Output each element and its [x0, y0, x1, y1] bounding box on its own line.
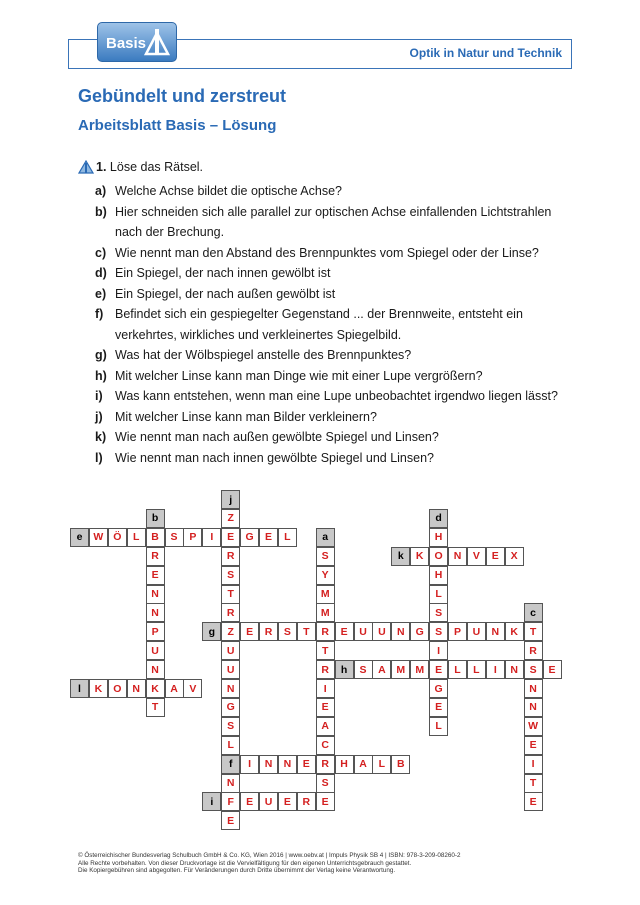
crossword-letter-cell: N — [486, 622, 505, 641]
question-item — [95, 243, 575, 264]
question-item — [95, 366, 575, 387]
crossword-letter-cell: I — [524, 755, 543, 774]
crossword-label-cell: e — [70, 528, 89, 547]
question-text: Mit welcher Linse kann man Dinge wie mit einer Lupe vergrößern? — [115, 368, 483, 383]
crossword-label-cell: a — [316, 528, 335, 547]
crossword-letter-cell: T — [146, 698, 165, 717]
crossword-label-cell: b — [146, 509, 165, 528]
crossword-letter-cell: R — [524, 641, 543, 660]
crossword-label-cell: i — [202, 792, 221, 811]
question-item — [95, 304, 575, 345]
crossword-label-cell: g — [202, 622, 221, 641]
crossword-letter-cell: T — [221, 585, 240, 604]
crossword-letter-cell: U — [372, 622, 391, 641]
crossword-label-cell: c — [524, 603, 543, 622]
question-item — [95, 181, 575, 202]
crossword-letter-cell: I — [316, 679, 335, 698]
crossword-label-cell: k — [391, 547, 410, 566]
crossword-letter-cell: T — [524, 622, 543, 641]
crossword-label-cell: h — [335, 660, 354, 679]
crossword-letter-cell: U — [354, 622, 373, 641]
crossword-letter-cell: N — [448, 547, 467, 566]
crossword-letter-cell: S — [221, 717, 240, 736]
crossword-letter-cell: E — [429, 660, 448, 679]
crossword-letter-cell: N — [221, 774, 240, 793]
crossword-letter-cell: N — [259, 755, 278, 774]
crossword-letter-cell: P — [146, 622, 165, 641]
crossword-letter-cell: A — [372, 660, 391, 679]
question-text: Hier schneiden sich alle parallel zur optischen Achse einfallenden Lichtstrahlen nach der Brechung. — [115, 204, 552, 239]
crossword-letter-cell: P — [183, 528, 202, 547]
question-list — [95, 181, 575, 468]
crossword-letter-cell: K — [410, 547, 429, 566]
question-letter: f) — [95, 307, 104, 321]
crossword-letter-cell: R — [221, 547, 240, 566]
crossword-letter-cell: L — [448, 660, 467, 679]
page-title: Gebündelt und zerstreut — [78, 86, 287, 106]
question-letter: c) — [95, 245, 107, 260]
crossword-letter-cell: I — [202, 528, 221, 547]
publisher-logo — [97, 22, 177, 62]
crossword-letter-cell: E — [524, 792, 543, 811]
crossword-letter-cell: E — [146, 566, 165, 585]
crossword-letter-cell: O — [108, 679, 127, 698]
question-letter: e) — [95, 286, 107, 301]
crossword-letter-cell: R — [221, 603, 240, 622]
crossword-letter-cell: N — [391, 622, 410, 641]
crossword-label-cell: f — [221, 755, 240, 774]
crossword-letter-cell: A — [165, 679, 184, 698]
crossword-letter-cell: E — [278, 792, 297, 811]
footer-line: © Österreichischer Bundesverlag Schulbuch GmbH & Co. KG, Wien 2016 | www.oebv.at | Impuls Physik SB 4 | ISBN: 978-3-209-08260-2 — [78, 852, 461, 859]
question-letter: i) — [95, 389, 103, 403]
crossword-letter-cell: U — [221, 641, 240, 660]
crossword-letter-cell: K — [89, 679, 108, 698]
crossword-letter-cell: K — [505, 622, 524, 641]
crossword-letter-cell: S — [354, 660, 373, 679]
question-text: Befindet sich ein gespiegelter Gegenstand ... der Brennweite, entsteht ein verkehrtes, wirkliches und verkleinertes Spiegelbild. — [115, 307, 523, 342]
question-text: Ein Spiegel, der nach innen gewölbt ist — [115, 266, 331, 280]
crossword-letter-cell: N — [524, 698, 543, 717]
crossword-letter-cell: X — [505, 547, 524, 566]
crossword-letter-cell: N — [146, 585, 165, 604]
crossword-letter-cell: G — [410, 622, 429, 641]
crossword-letter-cell: L — [372, 755, 391, 774]
footer-line: Alle Rechte vorbehalten. Von dieser Druckvorlage ist die Vervielfältigung für den eigenen Unterrichtsgebrauch gestattet. — [78, 859, 412, 867]
question-text: Was kann entstehen, wenn man eine Lupe unbeobachtet irgendwo liegen lässt? — [115, 389, 558, 403]
crossword-letter-cell: R — [316, 622, 335, 641]
question-letter: b) — [95, 204, 107, 219]
crossword-letter-cell: U — [221, 660, 240, 679]
crossword-letter-cell: R — [259, 622, 278, 641]
question-text: Ein Spiegel, der nach außen gewölbt ist — [115, 286, 336, 301]
crossword-letter-cell: H — [429, 528, 448, 547]
question-text: Welche Achse bildet die optische Achse? — [115, 184, 342, 198]
crossword-letter-cell: R — [316, 660, 335, 679]
crossword-letter-cell: M — [316, 585, 335, 604]
crossword-letter-cell: E — [316, 792, 335, 811]
question-item — [95, 407, 575, 428]
crossword-letter-cell: E — [524, 736, 543, 755]
question-item — [95, 202, 575, 243]
header-subject: Optik in Natur und Technik — [409, 46, 562, 60]
crossword-letter-cell: E — [221, 528, 240, 547]
question-letter: h) — [95, 368, 107, 383]
crossword-letter-cell: S — [221, 566, 240, 585]
question-item — [95, 263, 575, 284]
crossword-letter-cell: I — [486, 660, 505, 679]
question-item — [95, 386, 575, 407]
crossword-letter-cell: E — [259, 528, 278, 547]
question-text: Wie nennt man nach außen gewölbte Spiegel und Linsen? — [115, 430, 439, 444]
crossword-letter-cell: U — [146, 641, 165, 660]
crossword-letter-cell: T — [524, 774, 543, 793]
crossword-label-cell: l — [70, 679, 89, 698]
footer-line: Die Kopiergebühren sind abgegolten. Für Veränderungen durch Dritte übernimmt der Verlag keine Verantwortung. — [78, 867, 396, 875]
crossword-letter-cell: E — [486, 547, 505, 566]
crossword-letter-cell: U — [259, 792, 278, 811]
question-letter: l) — [95, 450, 103, 465]
crossword-letter-cell: M — [316, 603, 335, 622]
question-item — [95, 427, 575, 448]
crossword-letter-cell: I — [240, 755, 259, 774]
crossword-letter-cell: A — [316, 717, 335, 736]
crossword-letter-cell: C — [316, 736, 335, 755]
question-letter: d) — [95, 266, 107, 280]
crossword-letter-cell: R — [297, 792, 316, 811]
question-text: Was hat der Wölbspiegel anstelle des Brennpunktes? — [115, 348, 412, 362]
crossword-label-cell: d — [429, 509, 448, 528]
crossword-letter-cell: N — [127, 679, 146, 698]
crossword-letter-cell: W — [89, 528, 108, 547]
crossword-letter-cell: O — [429, 547, 448, 566]
crossword-letter-cell: L — [429, 585, 448, 604]
crossword-letter-cell: B — [146, 528, 165, 547]
crossword-letter-cell: S — [316, 774, 335, 793]
difficulty-triangle-icon — [78, 160, 94, 174]
crossword-letter-cell: G — [221, 698, 240, 717]
crossword-letter-cell: G — [240, 528, 259, 547]
page-subtitle: Arbeitsblatt Basis – Lösung — [78, 117, 277, 134]
question-item — [95, 345, 575, 366]
crossword-letter-cell: G — [429, 679, 448, 698]
crossword-letter-cell: S — [524, 660, 543, 679]
crossword-letter-cell: E — [240, 792, 259, 811]
footer — [78, 852, 461, 875]
crossword-letter-cell: L — [278, 528, 297, 547]
question-item — [95, 448, 575, 469]
crossword-letter-cell: U — [467, 622, 486, 641]
crossword-letter-cell: S — [429, 622, 448, 641]
question-letter: g) — [95, 348, 107, 362]
crossword-letter-cell: H — [335, 755, 354, 774]
crossword-letter-cell: W — [524, 717, 543, 736]
crossword-letter-cell: I — [429, 641, 448, 660]
crossword-letter-cell: R — [316, 755, 335, 774]
crossword-letter-cell: N — [146, 603, 165, 622]
crossword-letter-cell: E — [221, 811, 240, 830]
question-letter: a) — [95, 184, 107, 198]
crossword-letter-cell: N — [505, 660, 524, 679]
crossword-letter-cell: E — [297, 755, 316, 774]
crossword-letter-cell: N — [146, 660, 165, 679]
crossword-letter-cell: M — [391, 660, 410, 679]
crossword-letter-cell: L — [429, 717, 448, 736]
crossword-letter-cell: S — [316, 547, 335, 566]
logo-triangle-icon — [144, 27, 170, 57]
crossword-letter-cell: P — [448, 622, 467, 641]
crossword-letter-cell: S — [278, 622, 297, 641]
crossword-letter-cell: A — [354, 755, 373, 774]
crossword-letter-cell: Z — [221, 509, 240, 528]
crossword-label-cell: j — [221, 490, 240, 509]
question-text: Mit welcher Linse kann man Bilder verkleinern? — [115, 409, 377, 424]
crossword-letter-cell: E — [240, 622, 259, 641]
question-letter: k) — [95, 430, 107, 444]
crossword-letter-cell: F — [221, 792, 240, 811]
crossword-letter-cell: S — [429, 603, 448, 622]
crossword-letter-cell: Z — [221, 622, 240, 641]
crossword-letter-cell: L — [221, 736, 240, 755]
task-text: Löse das Rätsel. — [109, 160, 204, 174]
crossword-letter-cell: L — [127, 528, 146, 547]
question-item — [95, 284, 575, 305]
question-letter: j) — [95, 409, 103, 424]
task-number: 1. — [96, 160, 107, 174]
crossword-letter-cell: V — [467, 547, 486, 566]
crossword-letter-cell: Y — [316, 566, 335, 585]
crossword-letter-cell: B — [391, 755, 410, 774]
crossword-letter-cell: K — [146, 679, 165, 698]
question-text: Wie nennt man den Abstand des Brennpunktes vom Spiegel oder der Linse? — [115, 245, 539, 260]
crossword-letter-cell: E — [543, 660, 562, 679]
question-text: Wie nennt man nach innen gewölbte Spiegel und Linsen? — [115, 450, 434, 465]
crossword-letter-cell: R — [146, 547, 165, 566]
crossword-letter-cell: E — [335, 622, 354, 641]
crossword-letter-cell: E — [316, 698, 335, 717]
task-heading — [96, 160, 203, 174]
crossword-letter-cell: T — [316, 641, 335, 660]
crossword-letter-cell: L — [467, 660, 486, 679]
crossword-letter-cell: S — [165, 528, 184, 547]
crossword-letter-cell: N — [524, 679, 543, 698]
crossword-letter-cell: M — [410, 660, 429, 679]
crossword-letter-cell: Ö — [108, 528, 127, 547]
logo-text: Basis — [106, 35, 147, 52]
crossword-letter-cell: H — [429, 566, 448, 585]
crossword-letter-cell: N — [221, 679, 240, 698]
crossword-letter-cell: V — [183, 679, 202, 698]
crossword-letter-cell: E — [429, 698, 448, 717]
crossword-letter-cell: T — [297, 622, 316, 641]
crossword-letter-cell: N — [278, 755, 297, 774]
